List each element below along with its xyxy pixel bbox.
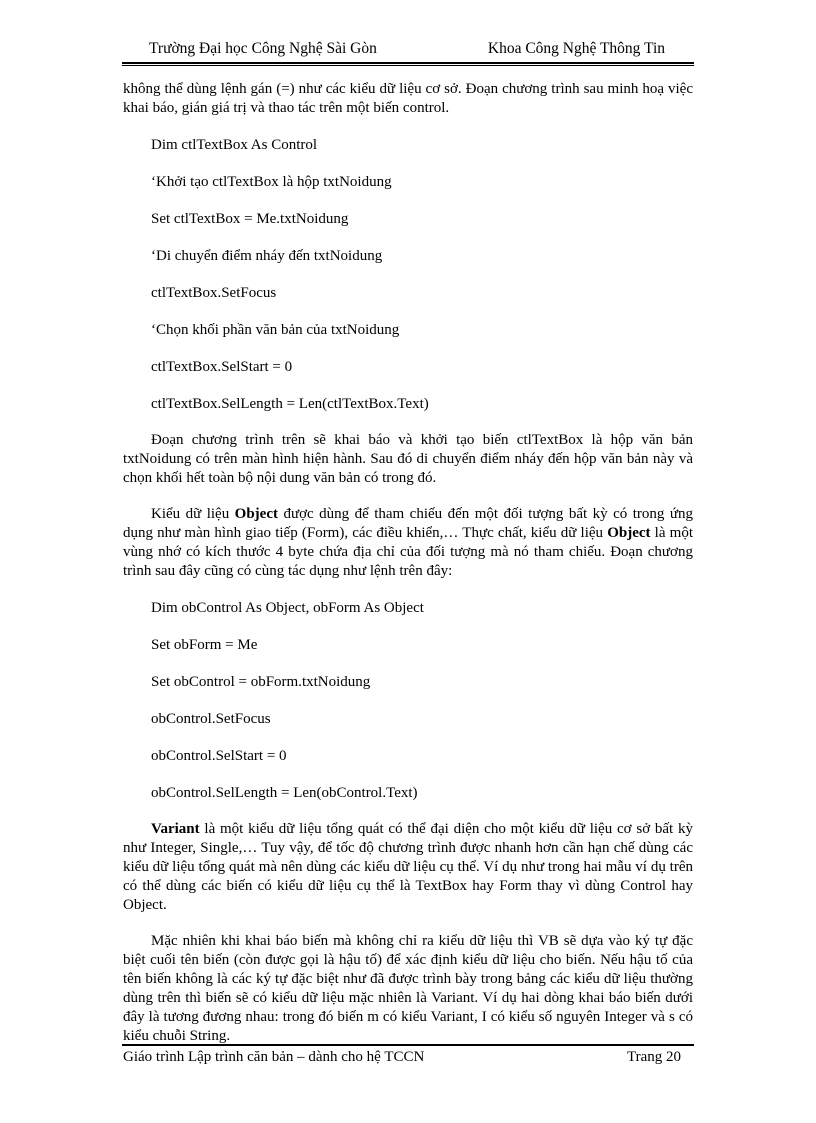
header-rule xyxy=(122,62,694,66)
code-comment: ‘Di chuyển điểm nháy đến txtNoidung xyxy=(151,248,383,264)
code-line: ctlTextBox.SetFocus xyxy=(151,285,277,301)
code-line: obControl.SetFocus xyxy=(151,711,271,727)
code-line: Set obForm = Me xyxy=(151,637,258,653)
code-line: obControl.SelLength = Len(obControl.Text) xyxy=(151,785,418,801)
page-header xyxy=(123,38,693,60)
bold-term: Object xyxy=(234,506,278,522)
code-comment: ‘Khởi tạo ctlTextBox là hộp txtNoidung xyxy=(151,174,392,190)
code-line: ctlTextBox.SelStart = 0 xyxy=(151,359,293,375)
variant-paragraph xyxy=(123,820,693,915)
bold-term: Object xyxy=(607,525,651,541)
header-faculty: Khoa Công Nghệ Thông Tin xyxy=(487,40,665,57)
page-footer xyxy=(123,1049,693,1071)
code-line: Set obControl = obForm.txtNoidung xyxy=(151,674,371,690)
code-line: Dim obControl As Object, obForm As Object xyxy=(151,600,424,616)
footer-rule xyxy=(122,1044,694,1046)
page-number: Trang 20 xyxy=(626,1049,681,1065)
code-line: obControl.SelStart = 0 xyxy=(151,748,287,764)
bold-term: Variant xyxy=(151,821,200,837)
default-type-paragraph: Mặc nhiên khi khai báo biến mà không chỉ ra kiểu dữ liệu thì VB sẽ dựa vào ký tự đặc biệt cuối tên biến (còn được gọi là hậu tố) để xác định kiểu dữ liệu cho biến. Nếu hậu tố của tên biến không là các ký tự đặc biệt như đã được trình bày trong bảng các kiểu dữ liệu thường dùng trên thì biến sẽ có kiểu dữ liệu mặc nhiên là Variant. Ví dụ hai dòng khai báo biến dưới đây là tương đương nhau: trong đó biến m có kiểu Variant, I có kiểu số nguyên Integer và s có kiểu chuỗi String. xyxy=(123,933,693,1044)
object-paragraph xyxy=(123,505,693,581)
text-run: là một kiểu dữ liệu tổng quát có thể đại diện cho một kiểu dữ liệu cơ sở bất kỳ như Integer, Single,… Tuy vậy, để tốc độ chương trình được nhanh hơn cần hạn chế dùng các kiểu dữ liệu tổng quát mà nên dùng các kiểu dữ liệu cụ thể. Ví dụ như trong hai mẫu ví dụ trên có thể dùng các biến có kiểu dữ liệu cụ thể là TextBox hay Form thay vì dùng Control hay Object. xyxy=(123,821,693,913)
header-school: Trường Đại học Công Nghệ Sài Gòn xyxy=(149,40,377,57)
explanation-paragraph: Đoạn chương trình trên sẽ khai báo và khởi tạo biến ctlTextBox là hộp văn bản txtNoidung có trên màn hình hiện hành. Sau đó di chuyển điểm nháy đến hộp văn bản này và chọn khối hết toàn bộ nội dung văn bản có trong đó. xyxy=(123,432,693,486)
page-content xyxy=(123,80,693,1046)
text-run: Kiểu dữ liệu xyxy=(151,506,235,522)
code-line: Dim ctlTextBox As Control xyxy=(151,137,318,153)
intro-paragraph: không thể dùng lệnh gán (=) như các kiểu dữ liệu cơ sở. Đoạn chương trình sau minh hoạ việc khai báo, gián giá trị và thao tác trên một biến control. xyxy=(123,81,693,116)
footer-title: Giáo trình Lập trình căn bản – dành cho hệ TCCN xyxy=(123,1049,425,1065)
code-line: ctlTextBox.SelLength = Len(ctlTextBox.Text) xyxy=(151,396,429,412)
text-run: là một vùng nhớ có kích thước 4 byte chứa địa chỉ của đối tượng mà nó tham chiếu. Đoạn chương trình sau đây cũng có cùng tác dụng như lệnh trên đây: xyxy=(123,525,693,579)
code-comment: ‘Chọn khối phần văn bản của txtNoidung xyxy=(151,322,400,338)
text-run: được dùng để tham chiếu đến một đối tượng bất kỳ có trong ứng dụng như màn hình giao tiếp (Form), các điều khiển,… Thực chất, kiểu dữ liệu xyxy=(123,506,693,541)
code-line: Set ctlTextBox = Me.txtNoidung xyxy=(151,211,349,227)
